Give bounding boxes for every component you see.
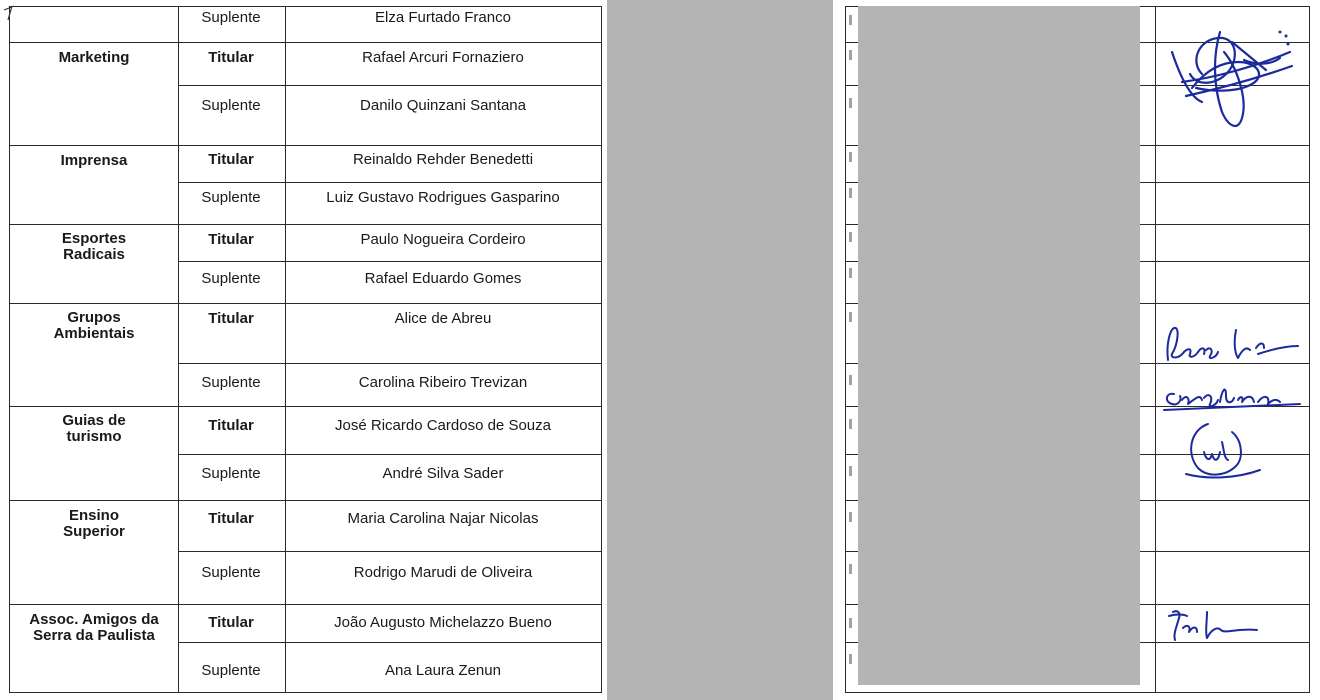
- role-label: Suplente: [201, 374, 261, 391]
- member-name: João Augusto Michelazzo Bueno: [334, 614, 552, 631]
- corner-mark-icon: [2, 4, 22, 24]
- row-line: [9, 224, 602, 225]
- column-divider-name: [601, 6, 602, 692]
- role-label: Suplente: [201, 189, 261, 206]
- member-name: André Silva Sader: [382, 465, 504, 482]
- role-label: Titular: [208, 510, 254, 527]
- row-line: [178, 454, 602, 455]
- row-line: [178, 363, 602, 364]
- cut-off-character: [849, 512, 852, 522]
- cut-off-character: [849, 375, 852, 385]
- cut-off-character: [849, 232, 852, 242]
- member-name: Reinaldo Rehder Benedetti: [352, 151, 534, 168]
- cut-off-character: [849, 564, 852, 574]
- member-name: Carolina Ribeiro Trevizan: [358, 374, 528, 391]
- member-name: Elza Furtado Franco: [375, 9, 511, 26]
- cut-off-character: [849, 419, 852, 429]
- signature-scribble-icon: [1162, 22, 1302, 146]
- cut-off-character: [849, 268, 852, 278]
- member-name: Alice de Abreu: [394, 310, 492, 327]
- member-name: Rafael Eduardo Gomes: [364, 270, 522, 287]
- entity-label-assoc-amigos: Assoc. Amigos da Serra da Paulista: [29, 611, 159, 644]
- role-label: Titular: [208, 310, 254, 327]
- signature-jose-icon: [1178, 414, 1268, 494]
- signature-alice-icon: [1160, 320, 1310, 370]
- cut-off-character: [849, 466, 852, 476]
- row-line: [178, 182, 602, 183]
- role-label: Titular: [208, 231, 254, 248]
- row-line: [9, 604, 602, 605]
- role-label: Suplente: [201, 97, 261, 114]
- role-label: Suplente: [201, 9, 261, 26]
- member-name: Rodrigo Marudi de Oliveira: [353, 564, 533, 581]
- cut-off-character: [849, 152, 852, 162]
- role-label: Suplente: [201, 564, 261, 581]
- column-divider-role: [285, 6, 286, 692]
- member-name: José Ricardo Cardoso de Souza: [335, 417, 551, 434]
- entity-label-imprensa: Imprensa: [60, 152, 128, 169]
- entity-label-esportes-radicais: Esportes Radicais: [61, 230, 127, 263]
- role-label: Titular: [208, 151, 254, 168]
- entity-label-ensino-superior: Ensino Superior: [63, 507, 125, 540]
- cut-off-character: [849, 654, 852, 664]
- row-line: [9, 6, 602, 7]
- member-name: Ana Laura Zenun: [385, 662, 501, 679]
- row-line: [9, 303, 602, 304]
- column-divider-signature: [1155, 6, 1156, 692]
- signature-joao-icon: [1165, 606, 1265, 646]
- row-line: [845, 692, 1310, 693]
- role-label: Titular: [208, 614, 254, 631]
- row-line: [178, 551, 602, 552]
- cut-off-character: [849, 312, 852, 322]
- entity-label-marketing: Marketing: [58, 49, 130, 66]
- role-label: Suplente: [201, 662, 261, 679]
- member-name: Rafael Arcuri Fornaziero: [362, 49, 524, 66]
- row-line: [178, 261, 602, 262]
- role-label: Suplente: [201, 465, 261, 482]
- role-label: Suplente: [201, 270, 261, 287]
- member-name: Maria Carolina Najar Nicolas: [347, 510, 539, 527]
- cut-off-character: [849, 50, 852, 60]
- column-divider-entity: [178, 6, 179, 692]
- role-label: Titular: [208, 49, 254, 66]
- row-line: [9, 692, 602, 693]
- row-line: [9, 406, 602, 407]
- cut-off-character: [849, 618, 852, 628]
- entity-label-grupos-ambientais: Grupos Ambientais: [53, 309, 135, 342]
- cut-off-character: [849, 98, 852, 108]
- row-line: [9, 500, 602, 501]
- cut-off-character: [849, 15, 852, 25]
- cut-off-character: [849, 188, 852, 198]
- row-line: [9, 145, 602, 146]
- role-label: Titular: [208, 417, 254, 434]
- row-line: [178, 642, 602, 643]
- row-line: [9, 42, 602, 43]
- redacted-area-right: [858, 6, 1140, 685]
- member-name: Luiz Gustavo Rodrigues Gasparino: [326, 189, 560, 206]
- redacted-area-left: [607, 0, 833, 700]
- row-line: [178, 85, 602, 86]
- member-name: Danilo Quinzani Santana: [360, 97, 526, 114]
- member-name: Paulo Nogueira Cordeiro: [360, 231, 526, 248]
- table-border-left: [9, 6, 10, 692]
- column-divider-right-page-left: [845, 6, 846, 692]
- entity-label-guias-de-turismo: Guias de turismo: [62, 412, 126, 445]
